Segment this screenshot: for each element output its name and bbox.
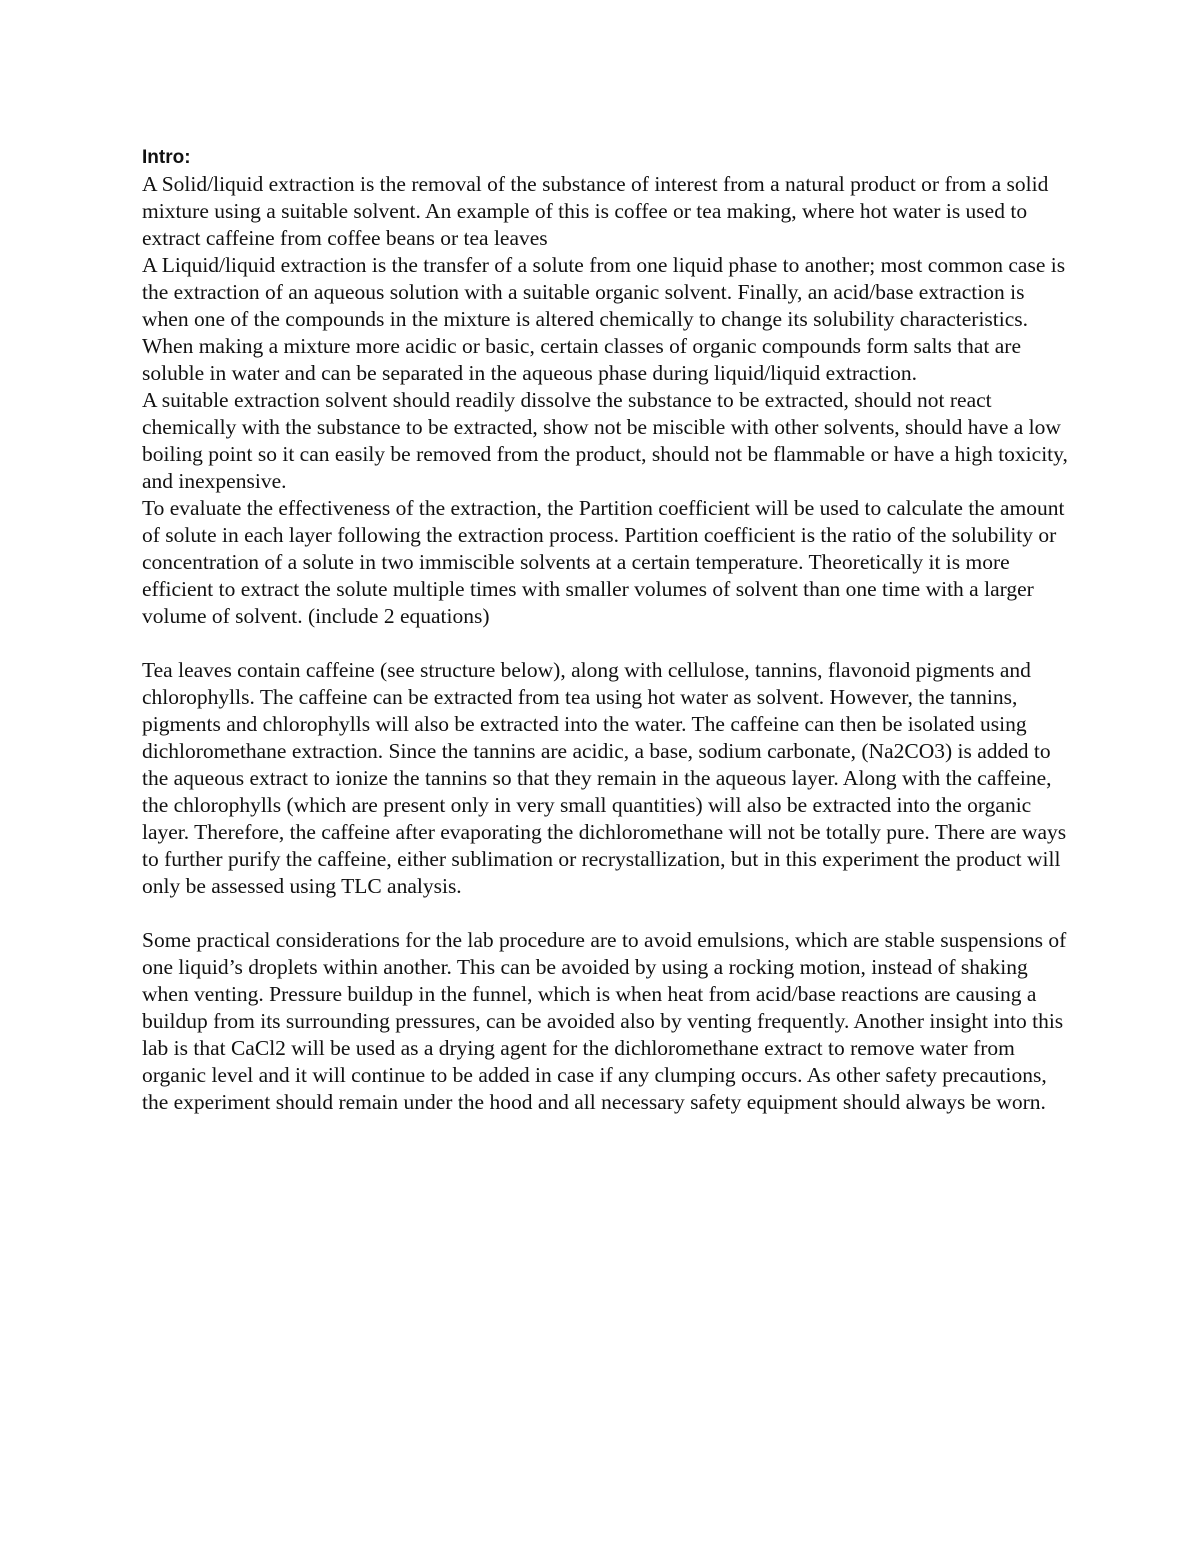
document-body bbox=[142, 144, 1072, 1116]
paragraph-partition-coefficient: To evaluate the effectiveness of the extraction, the Partition coefficient will be used to calculate the amount of solute in each layer following the extraction process. Partition coefficient is the ratio of the solubility or concentration of a solute in two immiscible solvents at a certain temperature. Theoretically it is more efficient to extract the solute multiple times with smaller volumes of solvent than one time with a larger volume of solvent. (include 2 equations) bbox=[142, 496, 1065, 628]
paragraph-practical-considerations: Some practical considerations for the lab procedure are to avoid emulsions, which are stable suspensions of one liquid’s droplets within another. This can be avoided by using a rocking motion, instead of shaking when venting. Pressure buildup in the funnel, which is when heat from acid/base reactions are causing a buildup from its surrounding pressures, can be avoided also by venting frequently. Another insight into this lab is that CaCl2 will be used as a drying agent for the dichloromethane extract to remove water from organic level and it will continue to be added in case if any clumping occurs. As other safety precautions, the experiment should remain under the hood and all necessary safety equipment should always be worn. bbox=[142, 928, 1067, 1114]
paragraph-spacer bbox=[142, 630, 1072, 657]
paragraph-tea-caffeine: Tea leaves contain caffeine (see structure below), along with cellulose, tannins, flavonoid pigments and chlorophylls. The caffeine can be extracted from tea using hot water as solvent. However, the tannins, pigments and chlorophylls will also be extracted into the water. The caffeine can then be isolated using dichloromethane extraction. Since the tannins are acidic, a base, sodium carbonate, (Na2CO3) is added to the aqueous extract to ionize the tannins so that they remain in the aqueous layer. Along with the caffeine, the chlorophylls (which are present only in very small quantities) will also be extracted into the organic layer. Therefore, the caffeine after evaporating the dichloromethane will not be totally pure. There are ways to further purify the caffeine, either sublimation or recrystallization, but in this experiment the product will only be assessed using TLC analysis. bbox=[142, 658, 1067, 898]
paragraph-spacer bbox=[142, 900, 1072, 927]
paragraph-solid-liquid-extraction: A Solid/liquid extraction is the removal of the substance of interest from a natural product or from a solid mixture using a suitable solvent. An example of this is coffee or tea making, where hot water is used to extract caffeine from coffee beans or tea leaves bbox=[142, 172, 1049, 250]
paragraph-extraction-solvent: A suitable extraction solvent should readily dissolve the substance to be extracted, should not react chemically with the substance to be extracted, show not be miscible with other solvents, should have a low boiling point so it can easily be removed from the product, should not be flammable or have a high toxicity, and inexpensive. bbox=[142, 388, 1068, 493]
section-heading: Intro: bbox=[142, 147, 191, 168]
paragraph-liquid-liquid-extraction: A Liquid/liquid extraction is the transfer of a solute from one liquid phase to another; most common case is the extraction of an aqueous solution with a suitable organic solvent. Finally, an acid/base extraction is when one of the compounds in the mixture is altered chemically to change its solubility characteristics. When making a mixture more acidic or basic, certain classes of organic compounds form salts that are soluble in water and can be separated in the aqueous phase during liquid/liquid extraction. bbox=[142, 253, 1066, 385]
